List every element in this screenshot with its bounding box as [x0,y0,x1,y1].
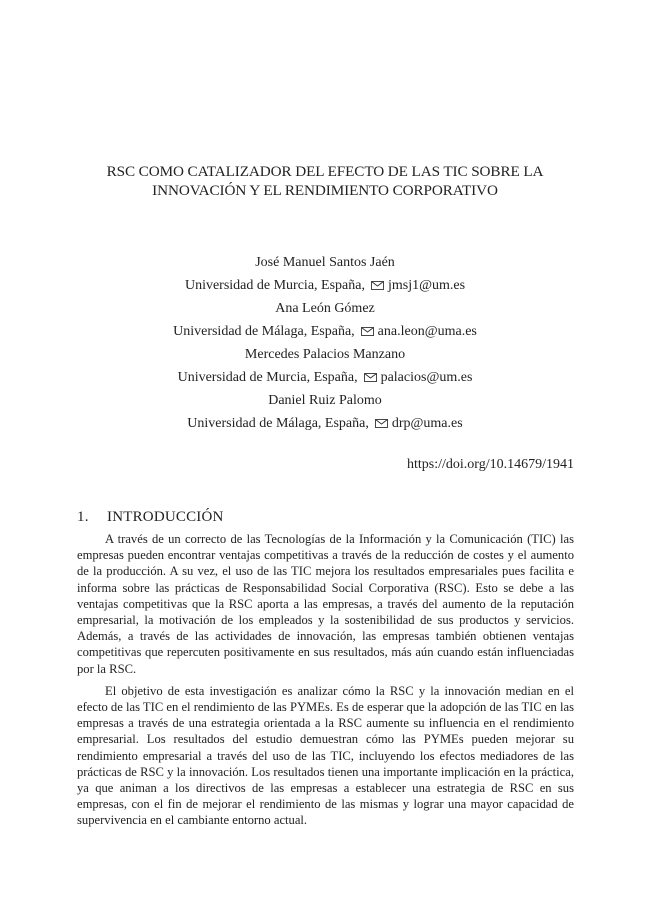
author-email[interactable]: ana.leon@uma.es [377,324,477,339]
author-name: Ana León Gómez [275,301,375,316]
title-line-1: RSC COMO CATALIZADOR DEL EFECTO DE LAS TIC SOBRE LA [106,163,544,180]
author-affiliation [100,274,550,297]
author-entry [100,251,550,297]
author-name: Mercedes Palacios Manzano [244,347,406,362]
author-email[interactable]: jmsj1@um.es [387,278,466,293]
paragraph: El objetivo de esta investigación es analizar cómo la RSC y la innovación median en el efecto de las TIC en el rendimiento de las PYMEs. Es de esperar que la adopción de las TIC en las empresas a través de una estrategia orientada a la RSC aumente su influencia en el rendimiento empresarial. Los resultados del estudio demuestran cómo las PYMEs pueden mejorar su rendimiento empresarial a través del uso de las TIC, incluyendo los efectos mediadores de las prácticas de RSC y la innovación. Los resultados tienen una importante implicación en la práctica, ya que animan a los directivos de las empresas a establecer una estrategia de RSC en sus empresas, con el fin de mejorar el rendimiento de las mismas y lograr una mayor capacidad de supervivencia en el cambiante entorno actual. [77,683,574,828]
author-entry [100,389,550,435]
body-text [77,531,574,835]
paper-title [90,162,560,200]
affiliation-text: Universidad de Murcia, España, [177,370,358,385]
affiliation-text: Universidad de Murcia, España, [184,278,365,293]
affiliation-text: Universidad de Málaga, España, [173,324,355,339]
doi-link[interactable]: https://doi.org/10.14679/1941 [407,457,574,472]
author-entry [100,297,550,343]
author-email[interactable]: drp@uma.es [391,416,463,431]
paragraph: A través de un correcto de las Tecnologías de la Información y la Comunicación (TIC) las empresas pueden encontrar ventajas competitivas a través de la reducción de costes y el aumento de la producción. A su vez, el uso de las TIC mejora los resultados empresariales pues facilita e informa sobre las prácticas de Responsabilidad Social Corporativa (RSC). Esto se debe a las ventajas competitivas que la RSC aporta a las empresas, a través del aumento de la reputación empresarial, la motivación de los empleados y la sostenibilidad de sus productos y servicios. Además, a través de las actividades de innovación, las empresas también obtienen ventajas competitivas que repercuten positivamente en sus resultados, más aún cuando están influenciadas por la RSC. [77,532,574,676]
author-email[interactable]: palacios@um.es [380,370,473,385]
section-heading [77,507,224,527]
envelope-icon [371,281,384,290]
envelope-icon [361,327,374,336]
author-name: José Manuel Santos Jaén [255,255,395,270]
affiliation-text: Universidad de Málaga, España, [187,416,369,431]
envelope-icon [364,373,377,382]
author-affiliation [100,366,550,389]
author-name: Daniel Ruiz Palomo [268,393,382,408]
author-affiliation [100,412,550,435]
title-line-2: INNOVACIÓN Y EL RENDIMIENTO CORPORATIVO [152,182,498,199]
envelope-icon [375,419,388,428]
section-number: 1. [77,509,89,525]
author-entry [100,343,550,389]
section-title: INTRODUCCIÓN [107,509,224,525]
author-affiliation [100,320,550,343]
author-list [100,251,550,435]
